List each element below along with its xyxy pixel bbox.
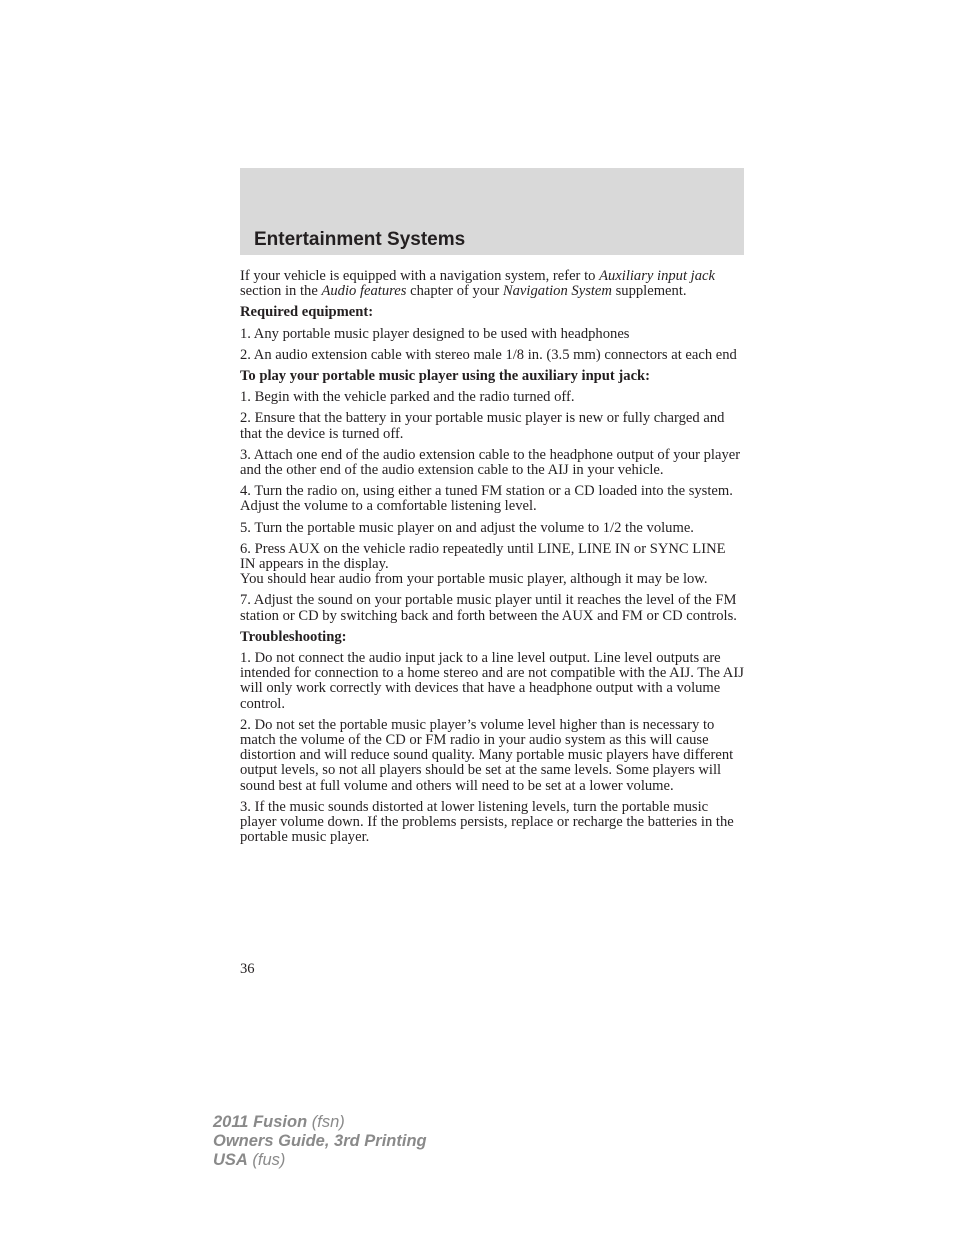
- section-title: Entertainment Systems: [254, 229, 466, 250]
- play-step: 3. Attach one end of the audio extension cable to the headphone output of your player and the other end of the audio extension cable to the AIJ in your vehicle.: [240, 446, 741, 479]
- intro-ref-auxiliary-input-jack: Auxiliary input jack: [599, 268, 715, 284]
- intro-text: If your vehicle is equipped with a navigation system, refer to: [240, 268, 600, 284]
- intro-text: section in the: [240, 283, 322, 300]
- troubleshooting-heading: Troubleshooting:: [240, 628, 347, 645]
- footer-model-code: (fsn): [307, 1113, 345, 1131]
- intro-ref-audio-features: Audio features: [321, 283, 407, 300]
- play-step: 4. Turn the radio on, using either a tuned FM station or a CD loaded into the system. Adjust the volume to a comfortable listening level.: [240, 483, 733, 515]
- play-step: 6. Press AUX on the vehicle radio repeatedly until LINE, LINE IN or SYNC LINE IN appears in the display.: [240, 540, 726, 573]
- troubleshooting-item: 2. Do not set the portable music player’s volume level higher than is necessary to match the volume of the CD or FM radio in your audio system as this will cause distortion and will reduce sound quality. Many portable music players have different output levels, so not all players should be set at the same levels. Some players will sound best at full volume and others will need to be set at a lower volume.: [240, 716, 734, 794]
- intro-ref-navigation-system: Navigation System: [502, 283, 612, 300]
- play-instructions-heading: To play your portable music player using the auxiliary input jack:: [240, 368, 651, 385]
- footer-line-guide: Owners Guide, 3rd Printing: [213, 1132, 427, 1150]
- play-step-note: You should hear audio from your portable music player, although it may be low.: [240, 571, 708, 588]
- footer-model: 2011 Fusion: [213, 1113, 308, 1131]
- play-step: 2. Ensure that the battery in your portable music player is new or fully charged and that the device is turned off.: [240, 410, 725, 442]
- intro-text: supplement.: [611, 283, 687, 300]
- play-step: 5. Turn the portable music player on and adjust the volume to 1/2 the volume.: [240, 519, 694, 536]
- required-item: 1. Any portable music player designed to be used with headphones: [240, 325, 630, 342]
- footer-market-code: (fus): [247, 1151, 286, 1169]
- page-number: 36: [240, 961, 255, 977]
- troubleshooting-item: 1. Do not connect the audio input jack to a line level output. Line level outputs are intended for connection to a home stereo and are not compatible with the AIJ. The AIJ will only work correctly with devices that have a headphone output with a volume control.: [240, 650, 744, 712]
- play-step: 7. Adjust the sound on your portable music player until it reaches the level of the FM station or CD by switching back and forth between the AUX and FM or CD controls.: [240, 592, 737, 624]
- required-equipment-heading: Required equipment:: [240, 304, 374, 321]
- play-step: 1. Begin with the vehicle parked and the radio turned off.: [240, 389, 575, 406]
- intro-text: chapter of your: [406, 283, 503, 300]
- troubleshooting-item: 3. If the music sounds distorted at lower listening levels, turn the portable music player volume down. If the problems persists, replace or recharge the batteries in the portable music player.: [240, 798, 734, 846]
- section-header-band: [240, 168, 744, 255]
- intro-paragraph: [240, 269, 744, 299]
- footer-line-market: [213, 1151, 427, 1170]
- main-content: [240, 269, 744, 852]
- required-item: 2. An audio extension cable with stereo male 1/8 in. (3.5 mm) connectors at each end: [240, 346, 737, 363]
- footer-line-model: [213, 1113, 427, 1132]
- footer-market: USA: [213, 1151, 248, 1169]
- footer-edition-info: [213, 1113, 427, 1170]
